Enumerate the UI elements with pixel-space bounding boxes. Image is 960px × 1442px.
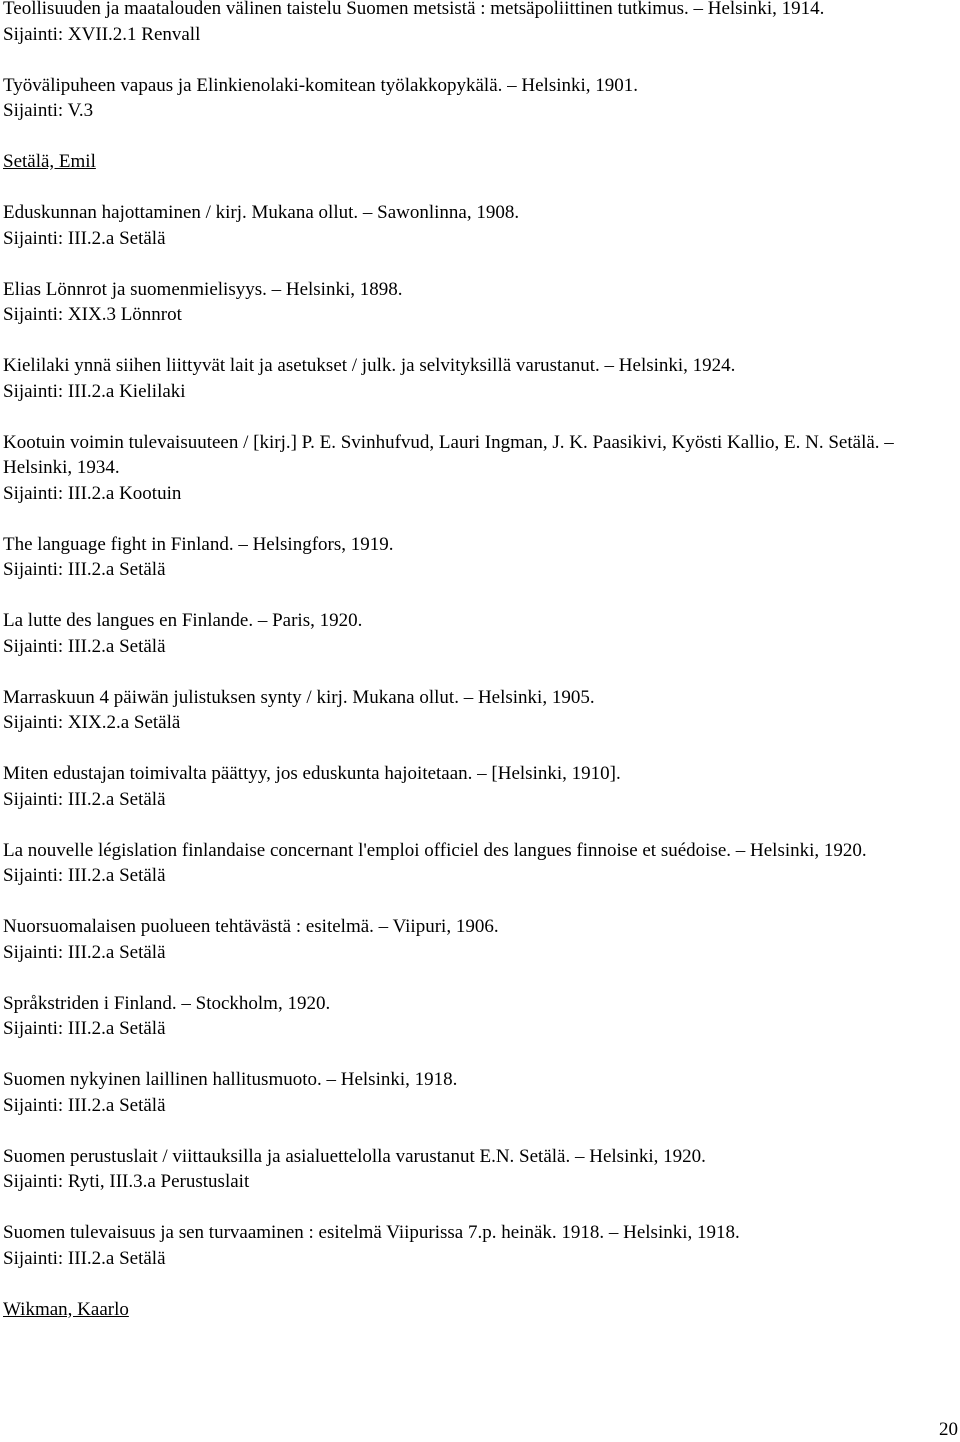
entry-location: Sijainti: III.2.a Setälä [3,559,166,580]
entry-title: Språkstriden i Finland. – Stockholm, 1920. [3,992,331,1014]
entry-title: Nuorsuomalaisen puolueen tehtävästä : esitelmä. – Viipuri, 1906. [3,916,499,937]
entry-title: La nouvelle législation finlandaise concernant l'emploi officiel des langues finnoise et suédoise. – Helsinki, 1920. [3,839,867,861]
author-heading[interactable]: Setälä, Emil [3,151,96,172]
catalog-entry [3,200,958,251]
entry-location: Sijainti: XVII.2.1 Renvall [3,23,201,45]
catalog-entry [3,1144,958,1195]
entry-title: Kootuin voimin tulevaisuuteen / [kirj.] P. E. Svinhufvud, Lauri Ingman, J. K. Paasikivi, Kyösti Kallio, E. N. Setälä. – Helsinki, 1934. [3,431,894,478]
entry-title: The language fight in Finland. – Helsingfors, 1919. [3,533,394,555]
catalog-entry [3,1220,958,1271]
bibliography-list [3,0,958,1348]
entry-location: Sijainti: III.2.a Setälä [3,635,166,657]
author-heading[interactable]: Wikman, Kaarlo [3,1298,129,1320]
entry-location: Sijainti: Ryti, III.3.a Perustuslait [3,1171,250,1192]
catalog-entry [3,0,958,47]
entry-title: Suomen perustuslait / viittauksilla ja asialuettelolla varustanut E.N. Setälä. – Helsinki, 1920. [3,1145,706,1167]
entry-location: Sijainti: XIX.2.a Setälä [3,712,181,733]
catalog-entry [3,914,958,965]
entry-location: Sijainti: III.2.a Setälä [3,1094,166,1116]
entry-location: Sijainti: III.2.a Kootuin [3,482,182,504]
entry-title: Teollisuuden ja maatalouden välinen taistelu Suomen metsistä : metsäpoliittinen tutkimus. – Helsinki, 1914. [3,0,825,19]
page-number: 20 [939,1419,958,1440]
catalog-entry [3,685,958,736]
entry-title: Miten edustajan toimivalta päättyy, jos eduskunta hajoitetaan. – [Helsinki, 1910]. [3,763,621,784]
catalog-entry [3,991,958,1042]
catalog-entry [3,761,958,812]
catalog-entry [3,838,958,889]
entry-location: Sijainti: III.2.a Setälä [3,941,166,963]
entry-location: Sijainti: V.3 [3,100,94,121]
entry-title: Suomen nykyinen laillinen hallitusmuoto. – Helsinki, 1918. [3,1069,458,1090]
catalog-entry [3,608,958,659]
entry-location: Sijainti: III.2.a Setälä [3,865,166,886]
catalog-entry [3,73,958,124]
entry-location: Sijainti: III.2.a Setälä [3,227,166,249]
entry-title: Suomen tulevaisuus ja sen turvaaminen : esitelmä Viipurissa 7.p. heinäk. 1918. – Helsinki, 1918. [3,1222,740,1243]
catalog-entry [3,532,958,583]
entry-location: Sijainti: XIX.3 Lönnrot [3,304,182,325]
entry-location: Sijainti: III.2.a Kielilaki [3,380,186,402]
entry-location: Sijainti: III.2.a Setälä [3,788,166,810]
entry-title: Kielilaki ynnä siihen liittyvät lait ja asetukset / julk. ja selvityksillä varustanut. – Helsinki, 1924. [3,355,736,376]
entry-title: Marraskuun 4 päiwän julistuksen synty / kirj. Mukana ollut. – Helsinki, 1905. [3,686,595,708]
catalog-entry [3,277,958,328]
entry-title: Eduskunnan hajottaminen / kirj. Mukana ollut. – Sawonlinna, 1908. [3,202,520,223]
catalog-entry [3,1067,958,1118]
catalog-entry [3,353,958,404]
entry-location: Sijainti: III.2.a Setälä [3,1018,166,1039]
entry-title: Työvälipuheen vapaus ja Elinkienolaki-komitean työlakkopykälä. – Helsinki, 1901. [3,74,639,96]
entry-location: Sijainti: III.2.a Setälä [3,1247,166,1269]
entry-title: Elias Lönnrot ja suomenmielisyys. – Helsinki, 1898. [3,278,403,300]
catalog-entry [3,430,958,507]
entry-title: La lutte des langues en Finlande. – Paris, 1920. [3,610,363,631]
